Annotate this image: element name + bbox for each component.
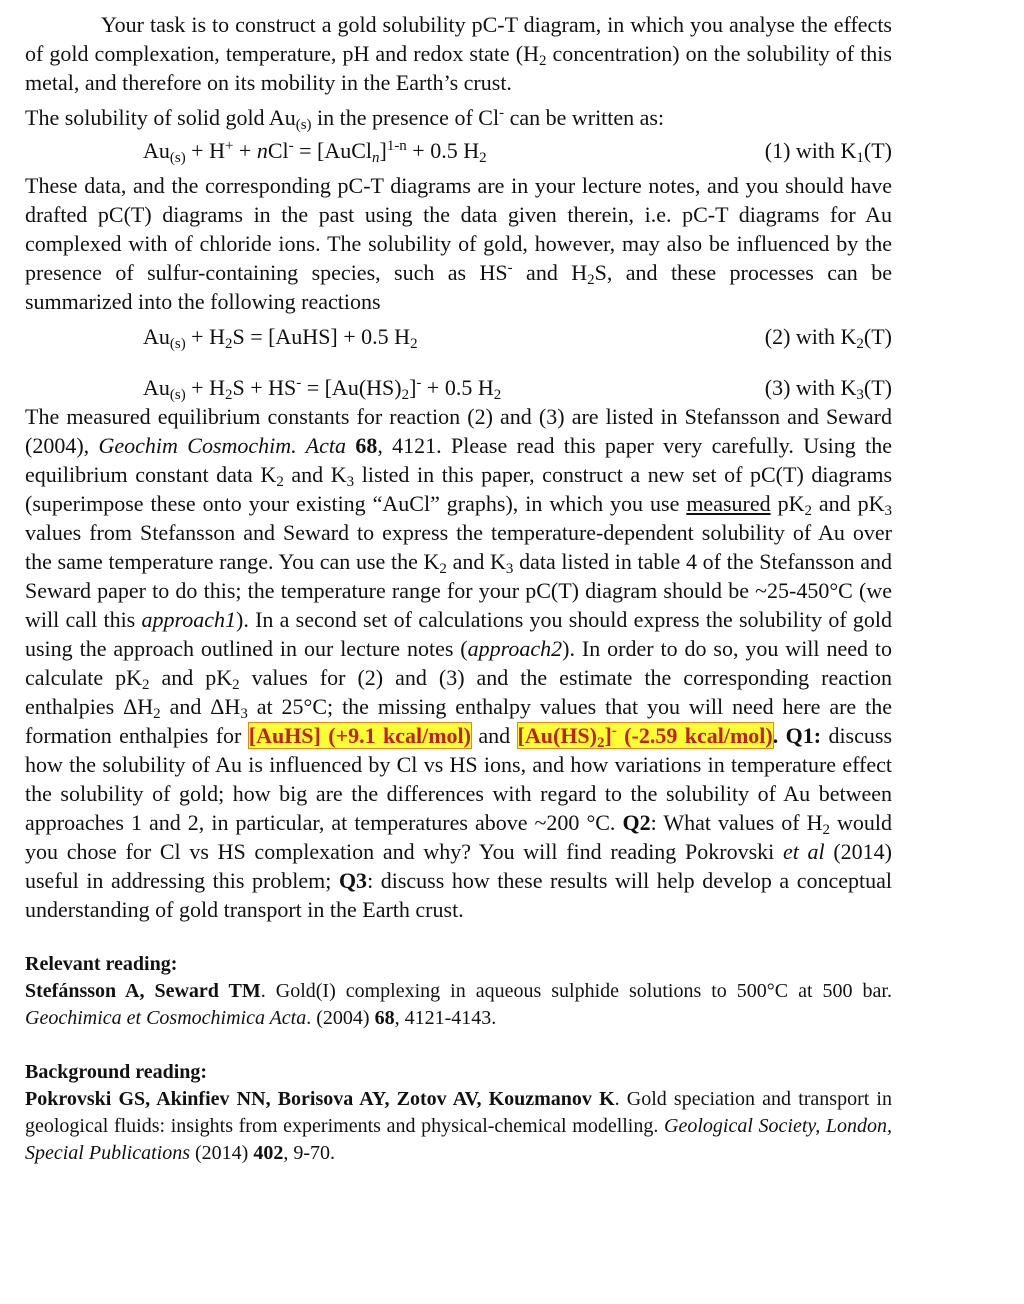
question-2-label: Q2 [622,810,651,835]
relevant-reading-heading: Relevant reading: [25,953,178,975]
question-1-label: Q1: [785,723,822,748]
equation-1-label: (1) with $K_1(T)$ [764,138,892,167]
relevant-reading-section [25,951,892,1032]
highlight-auhs-enthalpy: [AuHS] (+9.1 kcal/mol) [248,723,471,748]
sulfur-species-paragraph: These data, and the corresponding pC-T diagrams are in your lecture notes, and you should have drafted pC(T) diagrams in the past using the data given therein, i.e. pC-T diagrams for Au complexed with of chloride ions. The solubility of gold, however, may also be influenced by the presence of sulfur-containing species, such as HS- and $H_2S$, and these processes can be summarized into the following reactions [25,173,892,314]
equation-2 [25,322,892,351]
background-reading-section [25,1059,892,1167]
equation-1-formula: $Au_{(s)} + H^+ + nCl^-$ = [AuCl$_n$]$^{1-n}$ + 0.5 $H_2$ [143,137,487,167]
relevant-reading-citation: Stefánsson A, Seward TM. Gold(I) complexing in aqueous sulphide solutions to 500°C at 500 bar. Geochimica et Cosmochimica Acta. (2004) 68, 4121-4143. [25,980,892,1029]
background-reading-heading: Background reading: [25,1061,208,1083]
question-3-label: Q3 [338,868,368,893]
equation-3-label: (3) with $K_3(T)$ [764,375,892,404]
highlight-auhs2-enthalpy: $[Au(HS)_2]^-$ (-2.59 kcal/mol) [517,722,773,752]
equation-1 [25,136,892,165]
equation-3 [25,373,892,402]
equation-3-formula: $Au_{(s)} + H_2S + HS^- = [Au(HS)_2]^- + 0.5$ $H_2$ [143,374,502,404]
solubility-intro-paragraph: The solubility of solid gold $Au_{(s)}$ in the presence of Cl- can be written as: [25,104,665,134]
background-reading-citation: Pokrovski GS, Akinfiev NN, Borisova AY, Zotov AV, Kouzmanov K. Gold speciation and transport in geological fluids: insights from experiments and physical-chemical modelling. Geological Society, London, Special Publications (2014) 402, 9-70. [25,1088,892,1164]
equation-2-label: (2) with $K_2(T)$ [764,324,892,353]
document-page [25,10,892,1167]
equation-2-formula: $Au_{(s)} + H_2S$ = [AuHS] + 0.5 $H_2$ [143,324,418,353]
instructions-paragraph: The measured equilibrium constants for reaction (2) and (3) are listed in Stefansson and Seward (2004), Geochim Cosmochim. Acta 68, 4121. Please read this paper very carefully. Using the equilibrium constant data $K_2$ and $K_3$ listed in this paper, construct a new set of pC(T) diagrams (superimpose these onto your existing “AuCl” graphs), in which you use measured $pK_2$ and $pK_3$ values from Stefansson and Seward to express the temperature-dependent solubility of Au over the same temperature range. You can use the $K_2$ and $K_3$ data listed in table 4 of the Stefansson and Seward paper to do this; the temperature range for your pC(T) diagram should be ~25-450°C (we will call this approach1). In a second set of calculations you should express the solubility of gold using the approach outlined in our lecture notes (approach2). In order to do so, you will need to calculate $pK_2$ and $pK_2$ values for (2) and (3) and the estimate the corresponding reaction enthalpies $\Delta H_2$ and $\Delta H_3$ at 25°C; the missing enthalpy values that you will need here are the formation enthalpies for [AuHS] (+9.1 kcal/mol) and $[Au(HS)_2]^-$ (-2.59 kcal/mol). Q1: discuss how the solubility of Au is influenced by Cl vs HS ions, and how variations in temperature effect the solubility of gold; how big are the differences with regard to the solubility of Au between approaches 1 and 2, in particular, at temperatures above ~200 °C. Q2: What values of $H_2$ would you chose for Cl vs HS complexation and why? You will find reading Pokrovski et al (2014) useful in addressing this problem; Q3: discuss how these results will help develop a conceptual understanding of gold transport in the Earth crust. [25,404,893,922]
task-intro-paragraph: Your task is to construct a gold solubility pC-T diagram, in which you analyse the effects of gold complexation, temperature, pH and redox state ($H_2$ concentration) on the solubility of this metal, and therefore on its mobility in the Earth’s crust. [25,12,892,95]
